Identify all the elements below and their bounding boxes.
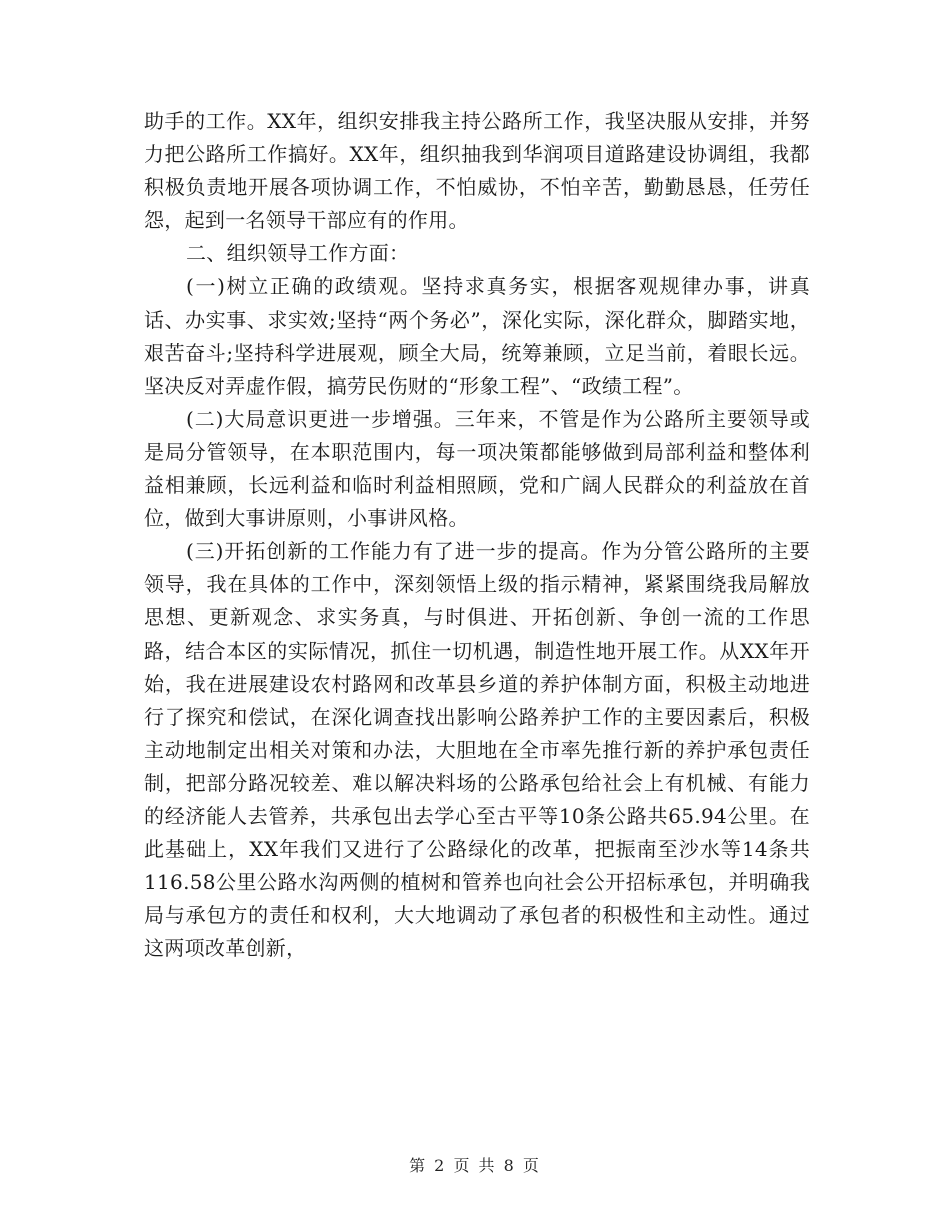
paragraph-innovation: (三)开拓创新的工作能力有了进一步的提高。作为分管公路所的主要领导，我在具体的工作中，深刻领悟上级的指示精神，紧紧围绕我局解放思想、更新观念、求实务真，与时俱进、开拓创新、争创一流的工作思路，结合本区的实际情况，抓住一切机遇，制造性地开展工作。从XX年开始，我在进展建设农村路网和改革县乡道的养护体制方面，积极主动地进行了探究和偿试，在深化调查找出影响公路养护工作的主要因素后，积极主动地制定出相关对策和办法，大胆地在全市率先推行新的养护承包责任制，把部分路况较差、难以解决料场的公路承包给社会上有机械、有能力的经济能人去管养，共承包出去学心至古平等10条公路共65.94公里。在此基础上，XX年我们又进行了公路绿化的改革，把振南至沙水等14条共116.58公里公路水沟两侧的植树和管养也向社会公开招标承包，并明确我局与承包方的责任和权利，大大地调动了承包者的积极性和主动性。通过这两项改革创新， [144, 539, 810, 961]
paragraph-continued: 助手的工作。XX年，组织安排我主持公路所工作，我坚决服从安排，并努力把公路所工作搞好。XX年，组织抽我到华润项目道路建设协调组，我都积极负责地开展各项协调工作，不怕威协，不怕辛苦，勤勤恳恳，任劳任怨，起到一名领导干部应有的作用。 [144, 109, 810, 233]
paragraph-overall-awareness: (二)大局意识更进一步增强。三年来，不管是作为公路所主要领导或是局分管领导，在本职范围内，每一项决策都能够做到局部利益和整体利益相兼顾，长远利益和临时利益相照顾，党和广阔人民群众的利益放在首位，做到大事讲原则，小事讲风格。 [144, 406, 810, 531]
page-number-footer: 第 2 页 共 8 页 [409, 1156, 541, 1175]
section-heading: 二、组织领导工作方面： [186, 241, 410, 266]
document-body [144, 105, 810, 965]
paragraph-political-view: (一)树立正确的政绩观。坚持求真务实，根据客观规律办事，讲真话、办实事、求实效;坚持“两个务必”，深化实际，深化群众，脚踏实地，艰苦奋斗;坚持科学进展观，顾全大局，统筹兼顾，立足当前，着眼长远。坚决反对弄虚作假，搞劳民伤财的“形象工程”、“政绩工程”。 [144, 274, 810, 398]
